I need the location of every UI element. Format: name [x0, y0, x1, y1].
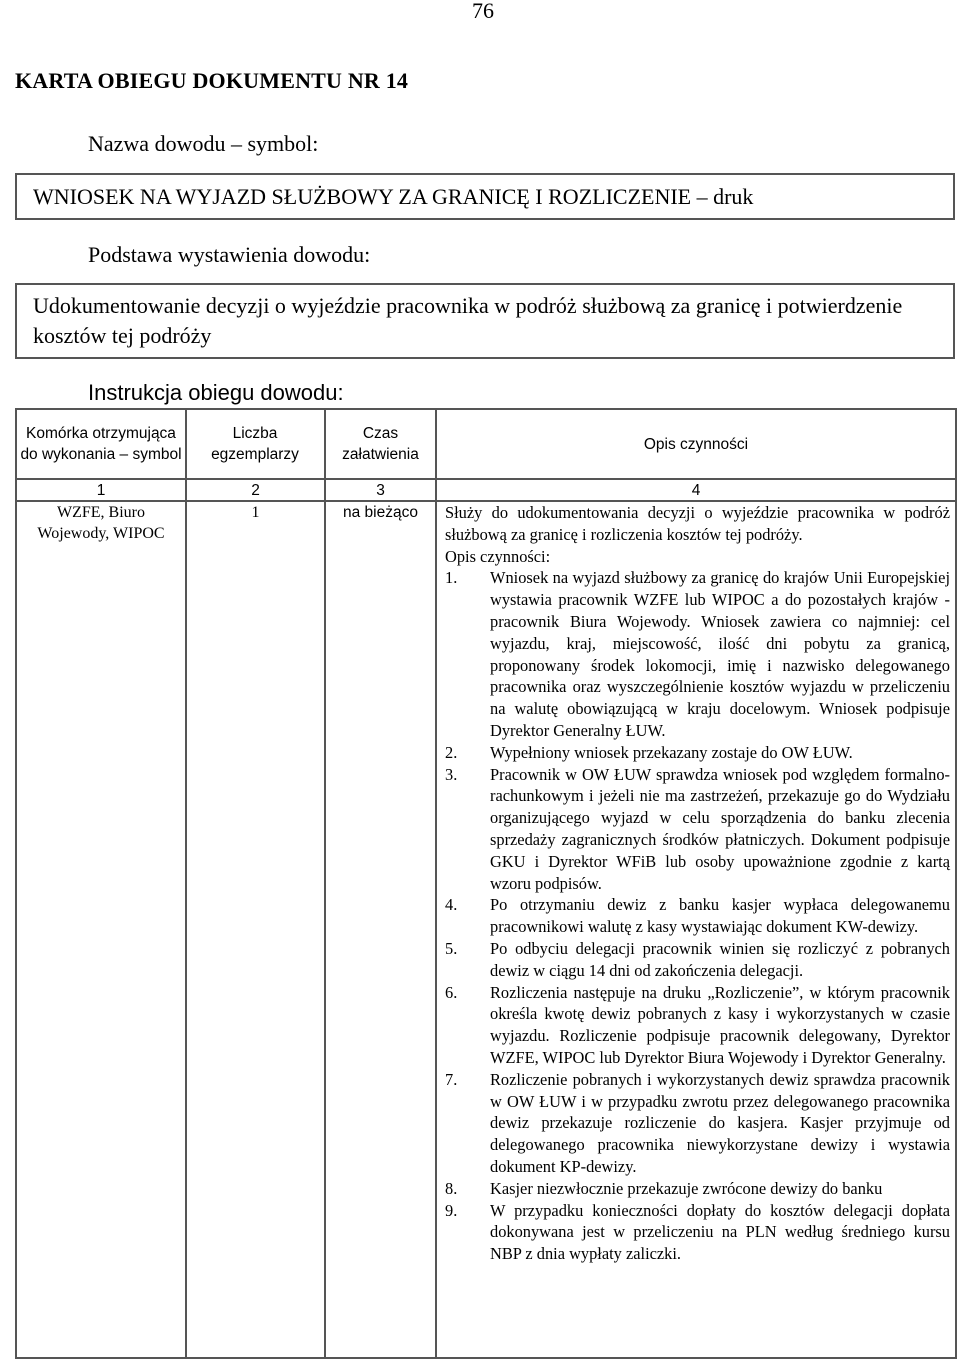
step-number: 2.: [445, 742, 458, 762]
row-description: [445, 502, 950, 1265]
instruction-label: Instrukcja obiegu dowodu:: [88, 380, 344, 405]
basis-value: Udokumentowanie decyzji o wyjeździe pracownika w podróż służbową za granicę i potwierdzenie kosztów tej podróży: [33, 293, 903, 348]
list-item: [445, 982, 950, 1069]
document-name-value: WNIOSEK NA WYJAZD SŁUŻBOWY ZA GRANICĘ I ROZLICZENIE – druk: [33, 184, 754, 209]
step-number: 5.: [445, 938, 458, 958]
step-text: Wniosek na wyjazd służbowy za granicę do krajów Unii Europejskiej wystawia pracownik WZFE lub WIPOC a do pozostałych krajów - pracownik Biura Wojewody. Wniosek zawiera co najmniej: cel wyjazdu, kraj, miejscowość, ilość dni pobytu za granicą, proponowany środek lokomocji, imię i nazwisko delegowanego pracownika oraz wyszczególnienie kosztów wyjazdu w przeliczeniu na walutę obowiązującą w kraju docelowym. Wniosek podpisuje Dyrektor Generalny ŁUW.: [490, 568, 950, 740]
row-time: na bieżąco: [343, 504, 418, 521]
steps-label: Opis czynności:: [445, 546, 551, 566]
list-item: [445, 894, 950, 938]
list-item: [445, 938, 950, 982]
col-number-4: 4: [691, 482, 701, 499]
list-item: [445, 764, 950, 895]
step-number: 7.: [445, 1069, 458, 1089]
col-number-1: 1: [96, 482, 106, 499]
step-text: Wypełniony wniosek przekazany zostaje do OW ŁUW.: [490, 742, 853, 762]
step-text: Rozliczenie pobranych i wykorzystanych dewiz sprawdza pracownik w OW ŁUW i w przypadku zwrotu przez delegowanego pracownika dewiz przekazuje rozliczenie do kasjera. Kasjer przyjmuje od delegowanego pracownika niewykorzystane dewizy i wystawia dokument KP-dewizy.: [490, 1069, 950, 1176]
table-divider-col2: [324, 408, 326, 1359]
steps-list: [445, 567, 950, 1265]
step-number: 9.: [445, 1200, 458, 1220]
document-name-box: [15, 173, 955, 220]
step-text: Po odbyciu delegacji pracownik winien się rozliczyć z pobranych dewiz w ciągu 14 dni od zakończenia delegacji.: [490, 938, 950, 980]
document-name-label: Nazwa dowodu – symbol:: [88, 131, 319, 156]
table-border-bottom: [15, 1357, 957, 1359]
row-copies: 1: [251, 504, 260, 521]
page-number: 76: [472, 0, 494, 23]
step-text: W przypadku konieczności dopłaty do kosztów delegacji dopłata dokonywana jest w przeliczeniu na PLN według średniego kursu NBP z dnia wypłaty zaliczki.: [490, 1200, 950, 1264]
list-item: [445, 1200, 950, 1265]
row-unit: WZFE, Biuro Wojewody, WIPOC: [37, 504, 165, 542]
basis-label: Podstawa wystawienia dowodu:: [88, 242, 371, 267]
header-unit: Komórka otrzymująca do wykonania – symbol: [20, 425, 182, 463]
header-time: Czas załatwienia: [342, 425, 419, 463]
col-number-3: 3: [376, 482, 385, 499]
step-text: Pracownik w OW ŁUW sprawdza wniosek pod względem formalno-rachunkowym i jeżeli nie ma zastrzeżeń, przekazuje go do Wydziału organizującego wyjazd w celu sporządzenia do banku zlecenia sprzedaży zagranicznych środków płatniczych. Dokument podpisuje GKU i Dyrektor WFiB lub osoby upoważnione zgodnie z kartą wzoru podpisów.: [490, 764, 950, 893]
table-divider-col3: [435, 408, 437, 1359]
description-intro: Służy do udokumentowania decyzji o wyjeździe pracownika w podróż służbową za granicę i rozliczenia kosztów tej podróży.: [445, 503, 950, 544]
step-number: 1.: [445, 568, 458, 588]
list-item: [445, 742, 950, 764]
step-number: 6.: [445, 982, 458, 1002]
step-number: 3.: [445, 764, 458, 784]
basis-box: [15, 283, 955, 359]
list-item: [445, 567, 950, 741]
header-copies: Liczba egzemplarzy: [211, 425, 299, 463]
step-text: Po otrzymaniu dewiz z banku kasjer wypłaca delegowanemu pracownikowi walutę z kasy wystawiając dokument KW-dewizy.: [490, 895, 950, 937]
table-divider-col1: [185, 408, 187, 1359]
table-border-right: [955, 408, 957, 1359]
list-item: [445, 1178, 950, 1200]
step-number: 8.: [445, 1178, 458, 1198]
table-border-left: [15, 408, 17, 1359]
step-text: Kasjer niezwłocznie przekazuje zwrócone dewizy do banku: [490, 1178, 883, 1198]
step-text: Rozliczenia następuje na druku „Rozliczenie”, w którym pracownik określa kwotę dewiz pobranych z kasy i wykorzystanych w czasie wyjazdu. Rozliczenie podpisuje pracownik delegowany, Dyrektor WZFE, WIPOC lub Dyrektor Biura Wojewody i Dyrektor Generalny.: [490, 982, 950, 1067]
circulation-table: [15, 408, 957, 1359]
col-number-2: 2: [251, 482, 260, 499]
list-item: [445, 1069, 950, 1178]
document-title: KARTA OBIEGU DOKUMENTU NR 14: [15, 68, 409, 93]
header-description: Opis czynności: [643, 435, 749, 453]
step-number: 4.: [445, 895, 458, 915]
